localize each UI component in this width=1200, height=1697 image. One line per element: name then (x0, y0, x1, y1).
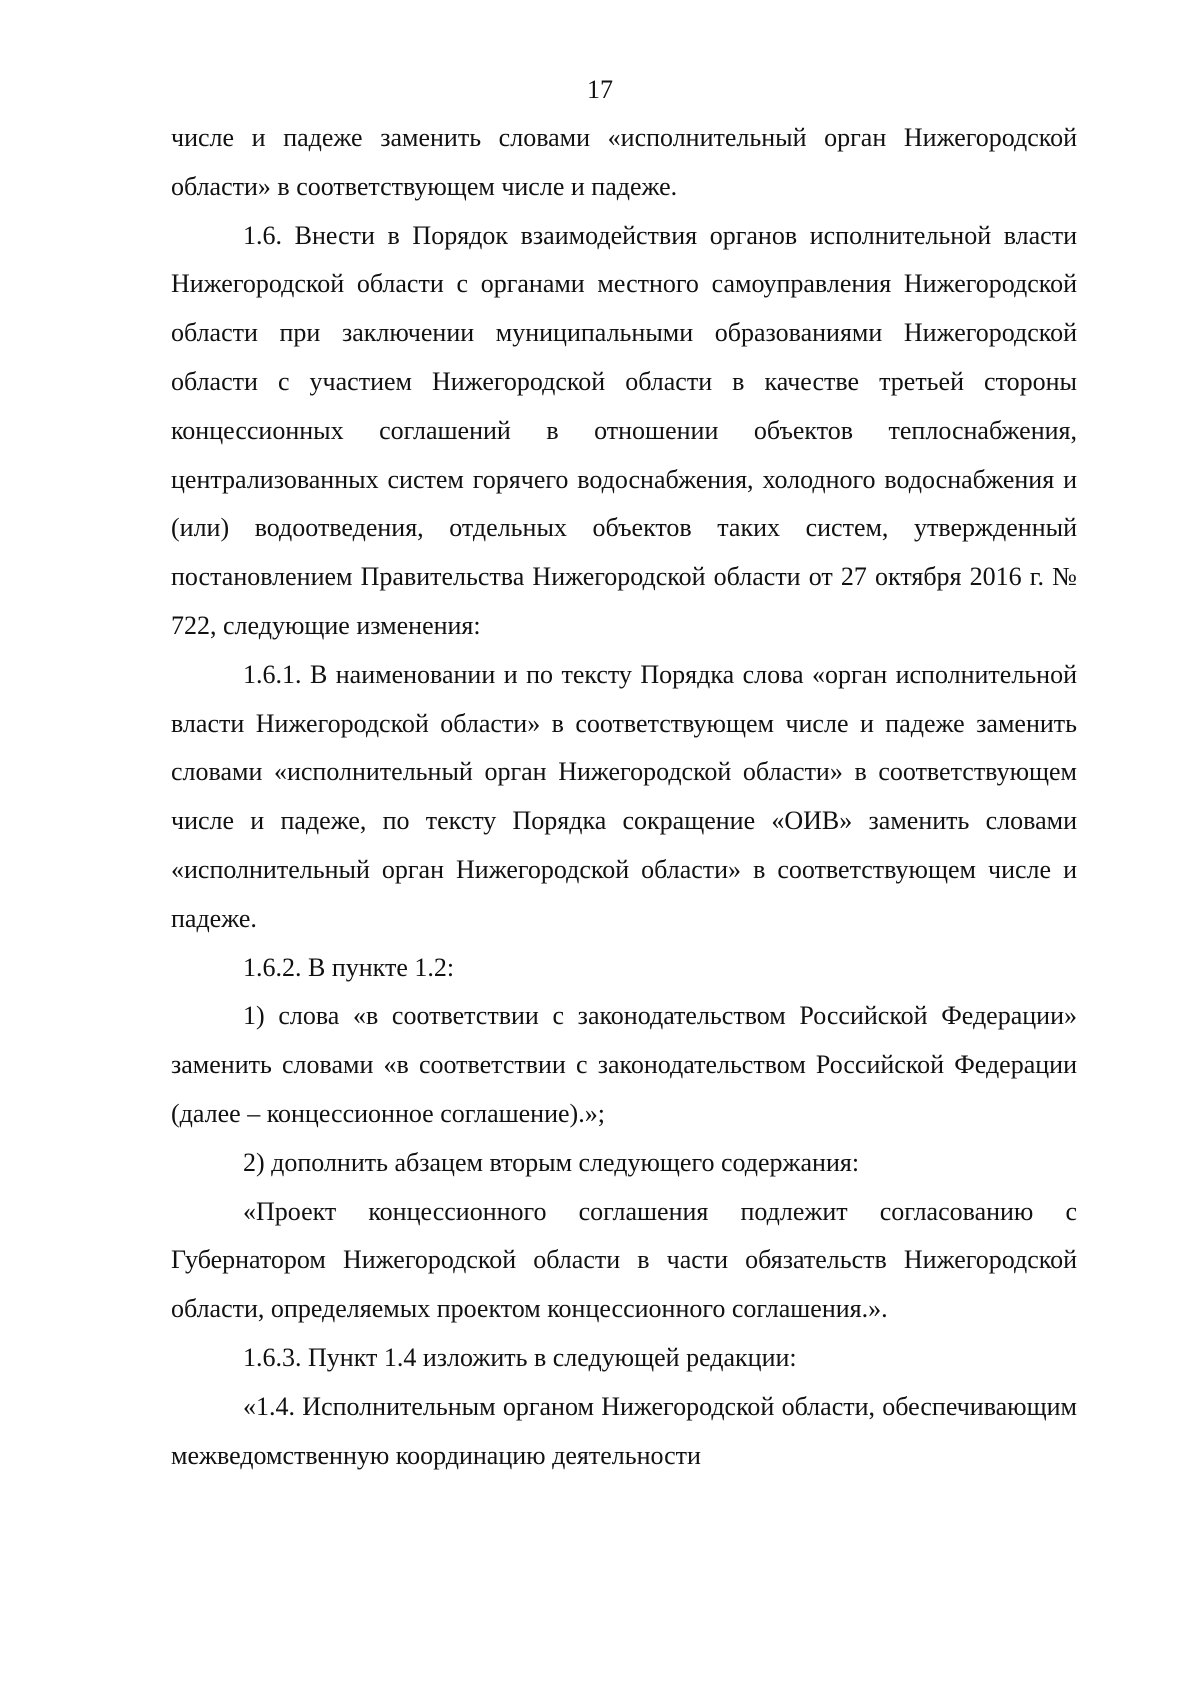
list-item-2: 2) дополнить абзацем вторым следующего содержания: (243, 1147, 860, 1177)
page-number: 17 (587, 75, 613, 104)
paragraph-continuation: числе и падеже заменить словами «исполнительный орган Нижегородской области» в соответствующем числе и падеже. (171, 123, 1077, 201)
paragraph-1-6: 1.6. Внести в Порядок взаимодействия органов исполнительной власти Нижегородской области с органами местного самоуправления Нижегородской области при заключении муниципальными образованиями Нижегородской области с участием Нижегородской области в качестве третьей стороны концессионных соглашений в отношении объектов теплоснабжения, централизованных систем горячего водоснабжения, холодного водоснабжения и (или) водоотведения, отдельных объектов таких систем, утвержденный постановлением Правительства Нижегородской области от 27 октября 2016 г. № 722, следующие изменения: (171, 220, 1077, 640)
document-body (171, 114, 1077, 1480)
quoted-paragraph-1-4: «1.4. Исполнительным органом Нижегородской области, обеспечивающим межведомственную координацию деятельности (171, 1391, 1077, 1470)
quoted-paragraph: «Проект концессионного соглашения подлежит согласованию с Губернатором Нижегородской области в части обязательств Нижегородской области, определяемых проектом концессионного соглашения.». (171, 1196, 1077, 1324)
paragraph-1-6-1: 1.6.1. В наименовании и по тексту Порядка слова «орган исполнительной власти Нижегородской области» в соответствующем числе и падеже заменить словами «исполнительный орган Нижегородской области» в соответствующем числе и падеже, по тексту Порядка сокращение «ОИВ» заменить словами «исполнительный орган Нижегородской области» в соответствующем числе и падеже. (171, 659, 1077, 933)
paragraph-1-6-2: 1.6.2. В пункте 1.2: (243, 952, 455, 982)
list-item-1: 1) слова «в соответствии с законодательством Российской Федерации» заменить словами «в соответствии с законодательством Российской Федерации (далее – концессионное соглашение).»; (171, 1001, 1077, 1128)
paragraph-1-6-3: 1.6.3. Пункт 1.4 изложить в следующей редакции: (243, 1342, 797, 1372)
